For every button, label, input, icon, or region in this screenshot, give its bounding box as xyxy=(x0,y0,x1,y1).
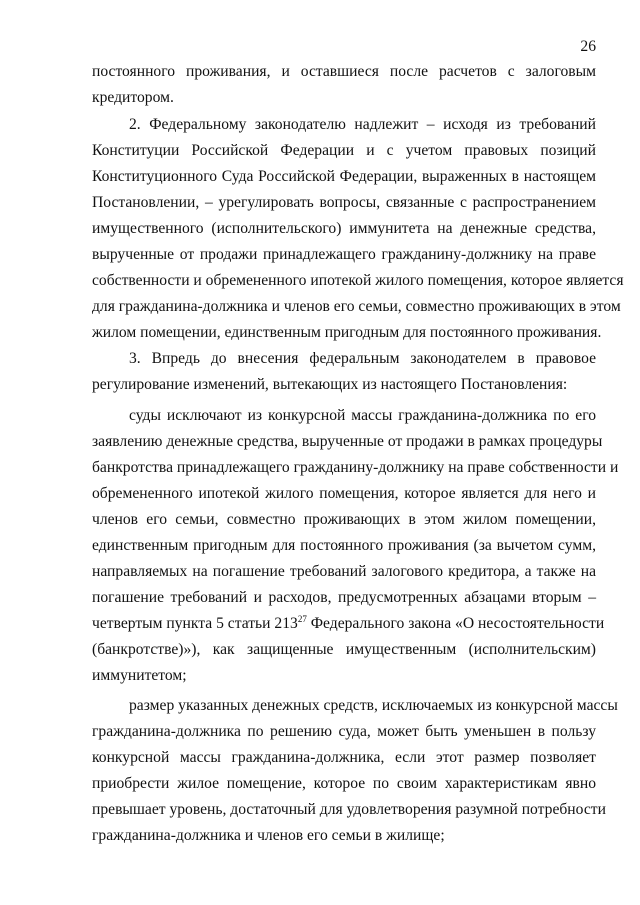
page-number: 26 xyxy=(580,38,596,55)
text-line: размер указанных денежных средств, исключаемых из конкурсной массы xyxy=(129,697,618,714)
text-line: единственным пригодным для постоянного проживания (за вычетом сумм, xyxy=(92,537,596,554)
text-line: конкурсной массы гражданина-должника, если этот размер позволяет xyxy=(92,749,596,766)
text-line: иммунитетом; xyxy=(92,667,187,684)
text-line: (банкротстве)»), как защищенные имущественным (исполнительским) xyxy=(92,641,596,658)
text-line: вырученные от продажи принадлежащего гражданину-должнику на праве xyxy=(92,246,596,263)
text-line: суды исключают из конкурсной массы гражданина-должника по его xyxy=(129,407,596,424)
text-line: Конституции Российской Федерации и с учетом правовых позиций xyxy=(92,142,596,159)
text-line: имущественного (исполнительского) иммунитета на денежные средства, xyxy=(92,220,596,237)
text-line: заявлению денежные средства, вырученные от продажи в рамках процедуры xyxy=(92,433,603,450)
text-line: 3. Впредь до внесения федеральным законодателем в правовое xyxy=(129,350,596,367)
text-line: обремененного ипотекой жилого помещения, которое является для него и xyxy=(92,485,596,502)
text-fragment: Федерального закона «О несостоятельности xyxy=(310,615,605,632)
text-line: для гражданина-должника и членов его семьи, совместно проживающих в этом xyxy=(92,298,621,315)
text-line-with-footnote xyxy=(92,612,605,636)
text-line: погашение требований и расходов, предусмотренных абзацами вторым – xyxy=(92,589,596,606)
text-line: постоянного проживания, и оставшиеся после расчетов с залоговым xyxy=(92,63,596,80)
text-line: приобрести жилое помещение, которое по своим характеристикам явно xyxy=(92,775,596,792)
text-line: банкротства принадлежащего гражданину-должнику на праве собственности и xyxy=(92,459,619,476)
text-line: собственности и обремененного ипотекой жилого помещения, которое является xyxy=(92,272,624,289)
text-line: кредитором. xyxy=(92,89,174,106)
text-fragment: четвертым пункта 5 статьи 213 xyxy=(92,615,298,632)
text-line: жилом помещении, единственным пригодным для постоянного проживания. xyxy=(92,324,602,341)
text-line: направляемых на погашение требований залогового кредитора, а также на xyxy=(92,563,596,580)
footnote-reference: 27 xyxy=(297,613,307,624)
text-line: членов его семьи, совместно проживающих в этом жилом помещении, xyxy=(92,511,596,528)
text-line: превышает уровень, достаточный для удовлетворения разумной потребности xyxy=(92,801,606,818)
text-line: 2. Федеральному законодателю надлежит – исходя из требований xyxy=(129,116,596,133)
text-line: гражданина-должника по решению суда, может быть уменьшен в пользу xyxy=(92,723,596,740)
text-line: Конституционного Суда Российской Федерации, выраженных в настоящем xyxy=(92,168,596,185)
text-line: регулирование изменений, вытекающих из настоящего Постановления: xyxy=(92,376,568,393)
text-line: гражданина-должника и членов его семьи в жилище; xyxy=(92,827,445,844)
text-line: Постановлении, – урегулировать вопросы, связанные с распространением xyxy=(92,194,596,211)
